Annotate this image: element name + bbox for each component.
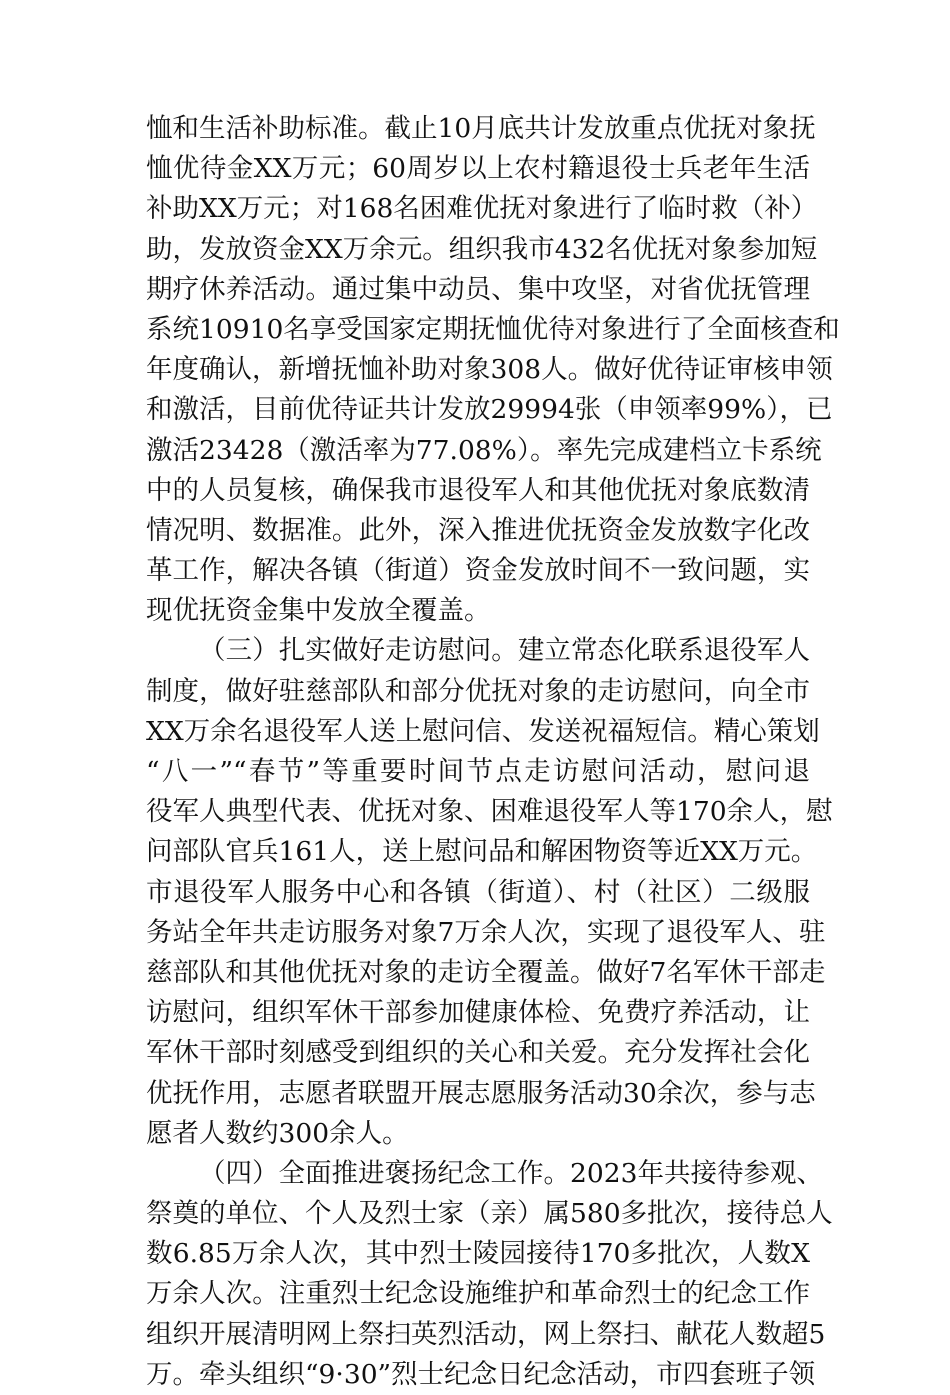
section-heading-line: （三）扎实做好走访慰问。建立常态化联系退役军人: [199, 635, 810, 667]
text-line: 组织开展清明网上祭扫英烈活动，网上祭扫、献花人数超5: [146, 1318, 826, 1350]
text-line: 务站全年共走访服务对象7万余人次，实现了退役军人、驻: [146, 916, 826, 948]
paragraph-pension-subsidy: [146, 109, 840, 631]
text-line: 优抚作用，志愿者联盟开展志愿服务活动30余次，参与志: [146, 1077, 816, 1109]
section-heading-line: （四）全面推进褒扬纪念工作。2023年共接待参观、: [199, 1157, 823, 1189]
text-line: 役军人典型代表、优抚对象、困难退役军人等170余人，慰: [146, 796, 833, 828]
text-line: 数6.85万余人次，其中烈士陵园接待170多批次，人数X: [146, 1238, 810, 1270]
text-line: 补助XX万元；对168名困难优抚对象进行了临时救（补）: [146, 193, 818, 225]
text-line: 万余人次。注重烈士纪念设施维护和革命烈士的纪念工作: [146, 1278, 810, 1310]
text-line: 访慰问，组织军休干部参加健康体检、免费疗养活动，让: [146, 997, 810, 1029]
text-line: 市退役军人服务中心和各镇（街道）、村（社区）二级服: [146, 876, 810, 908]
text-line: 军休干部时刻感受到组织的关心和关爱。充分发挥社会化: [146, 1037, 810, 1069]
text-line: 祭奠的单位、个人及烈士家（亲）属580多批次，接待总人: [146, 1198, 833, 1230]
text-line: 问部队官兵161人，送上慰问品和解困物资等近XX万元。: [146, 836, 818, 868]
text-line: 助，发放资金XX万余元。组织我市432名优抚对象参加短: [146, 233, 818, 265]
document-page: [146, 109, 840, 1395]
text-line: 制度，做好驻慈部队和部分优抚对象的走访慰问，向全市: [146, 675, 810, 707]
text-line: “八一”“春节”等重要时间节点走访慰问活动，慰问退: [146, 756, 810, 787]
text-line: 激活23428（激活率为77.08%）。率先完成建档立卡系统: [146, 434, 822, 466]
text-line: 和激活，目前优待证共计发放29994张（申领率99%），已: [146, 394, 833, 426]
text-line: 愿者人数约300余人。: [146, 1117, 409, 1149]
text-line: 情况明、数据准。此外，深入推进优抚资金发放数字化改: [146, 514, 810, 546]
paragraph-visits: [146, 631, 833, 1153]
text-line: 现优抚资金集中发放全覆盖。: [146, 595, 491, 627]
text-line: 中的人员复核，确保我市退役军人和其他优抚对象底数清: [146, 474, 810, 506]
text-line: 革工作，解决各镇（街道）资金发放时间不一致问题，实: [146, 555, 810, 587]
paragraph-commemoration: [146, 1154, 833, 1395]
text-line: 系统10910名享受国家定期抚恤优待对象进行了全面核查和: [146, 313, 840, 345]
text-line: 年度确认，新增抚恤补助对象308人。做好优待证审核申领: [146, 354, 833, 386]
text-line: 慈部队和其他优抚对象的走访全覆盖。做好7名军休干部走: [146, 956, 826, 988]
text-line: 万。牵头组织“9·30”烈士纪念日纪念活动，市四套班子领: [146, 1358, 816, 1390]
text-line: 期疗休养活动。通过集中动员、集中攻坚，对省优抚管理: [146, 273, 810, 305]
text-line: 恤和生活补助标准。截止10月底共计发放重点优抚对象抚: [146, 113, 816, 144]
text-line: XX万余名退役军人送上慰问信、发送祝福短信。精心策划: [146, 715, 820, 747]
text-line: 恤优待金XX万元；60周岁以上农村籍退役士兵老年生活: [146, 153, 810, 185]
